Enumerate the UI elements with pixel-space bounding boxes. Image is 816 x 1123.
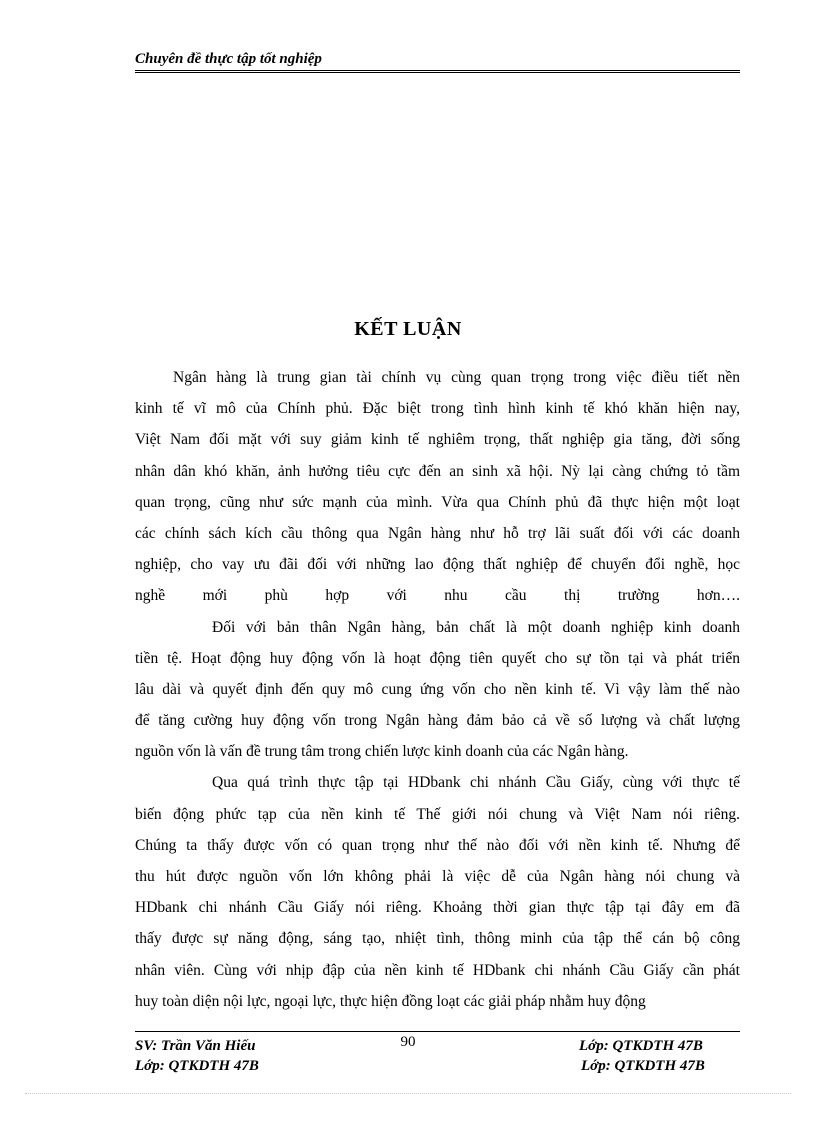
text-line: biến động phức tạp của nền kinh tế Thế giới nói chung và Việt Nam nói riêng. bbox=[135, 805, 740, 823]
text-line: tiền tệ. Hoạt động huy động vốn là hoạt động tiên quyết cho sự tồn tại và phát triển bbox=[135, 649, 740, 667]
text-line: nghề mới phù hợp với nhu cầu thị trường hơn…. bbox=[135, 587, 740, 605]
text-line: Ngân hàng là trung gian tài chính vụ cùng quan trọng trong việc điều tiết nền bbox=[173, 369, 740, 386]
text-line: Qua quá trình thực tập tại HDbank chi nhánh Cầu Giấy, cùng với thực tế bbox=[212, 774, 740, 792]
text-line: HDbank chi nhánh Cầu Giấy nói riêng. Khoảng thời gian thực tập tại đây em đã bbox=[135, 899, 740, 917]
text-line: nghiệp, cho vay ưu đãi đối với những lao động thất nghiệp để chuyển đổi nghề, học bbox=[135, 556, 740, 574]
text-line: Đối với bản thân Ngân hàng, bản chất là một doanh nghiệp kinh doanh bbox=[212, 618, 740, 636]
text-line: để tăng cường huy động vốn trong Ngân hàng đảm bảo cả về số lượng và chất lượng bbox=[135, 712, 740, 730]
text-line: kinh tế vĩ mô của Chính phủ. Đặc biệt trong tình hình kinh tế khó khăn hiện nay, bbox=[135, 400, 740, 418]
text-line: huy toàn diện nội lực, ngoại lực, thực hiện đồng loạt các giải pháp nhằm huy động bbox=[135, 992, 646, 1010]
text-line: nhân dân khó khăn, ảnh hưởng tiêu cực đến an sinh xã hội. Nỳ lại càng chứng tỏ tầm bbox=[135, 462, 740, 480]
text-line: thấy được sự năng động, sáng tạo, nhiệt tình, thông minh của tập thể cán bộ công bbox=[135, 930, 740, 948]
body-text bbox=[135, 362, 740, 1017]
page-number: 90 bbox=[400, 1034, 416, 1050]
footer-class-left: Lớp: QTKDTH 47B bbox=[135, 1058, 259, 1074]
text-line: các chính sách kích cầu thông qua Ngân hàng như hỗ trợ lãi suất đối với các doanh bbox=[135, 524, 740, 542]
text-line: thu hút được nguồn vốn lớn không phải là việc dễ của Ngân hàng nói chung và bbox=[135, 868, 740, 886]
text-line: quan trọng, cũng như sức mạnh của mình. Vừa qua Chính phủ đã thực hiện một loạt bbox=[135, 493, 740, 511]
page-header bbox=[135, 50, 740, 68]
text-line: lâu dài và quyết định đến quy mô cung ứng vốn cho nền kinh tế. Vì vậy làm thế nào bbox=[135, 680, 740, 698]
text-line: Việt Nam đối mặt với suy giảm kinh tế nghiêm trọng, thất nghiệp gia tăng, đời sống bbox=[135, 431, 740, 449]
text-line: Chúng ta thấy được vốn có quan trọng như thế nào đối với nền kinh tế. Nhưng để bbox=[135, 836, 740, 854]
header-rule bbox=[135, 70, 740, 73]
footer-student: SV: Trần Văn Hiếu bbox=[135, 1038, 256, 1054]
footer-class-right-2: Lớp: QTKDTH 47B bbox=[581, 1058, 705, 1074]
text-line: nhân viên. Cùng với nhịp đập của nền kinh tế HDbank chi nhánh Cầu Giấy cần phát bbox=[135, 961, 740, 979]
footer-rule bbox=[135, 1031, 740, 1032]
footer-class-right-1: Lớp: QTKDTH 47B bbox=[579, 1038, 703, 1054]
header-title: Chuyên đề thực tập tốt nghiệp bbox=[135, 51, 322, 67]
section-title: KẾT LUẬN bbox=[354, 318, 462, 340]
page-bottom-dotted-rule bbox=[25, 1093, 791, 1094]
text-line: nguồn vốn là vấn đề trung tâm trong chiến lược kinh doanh của các Ngân hàng. bbox=[135, 743, 629, 761]
